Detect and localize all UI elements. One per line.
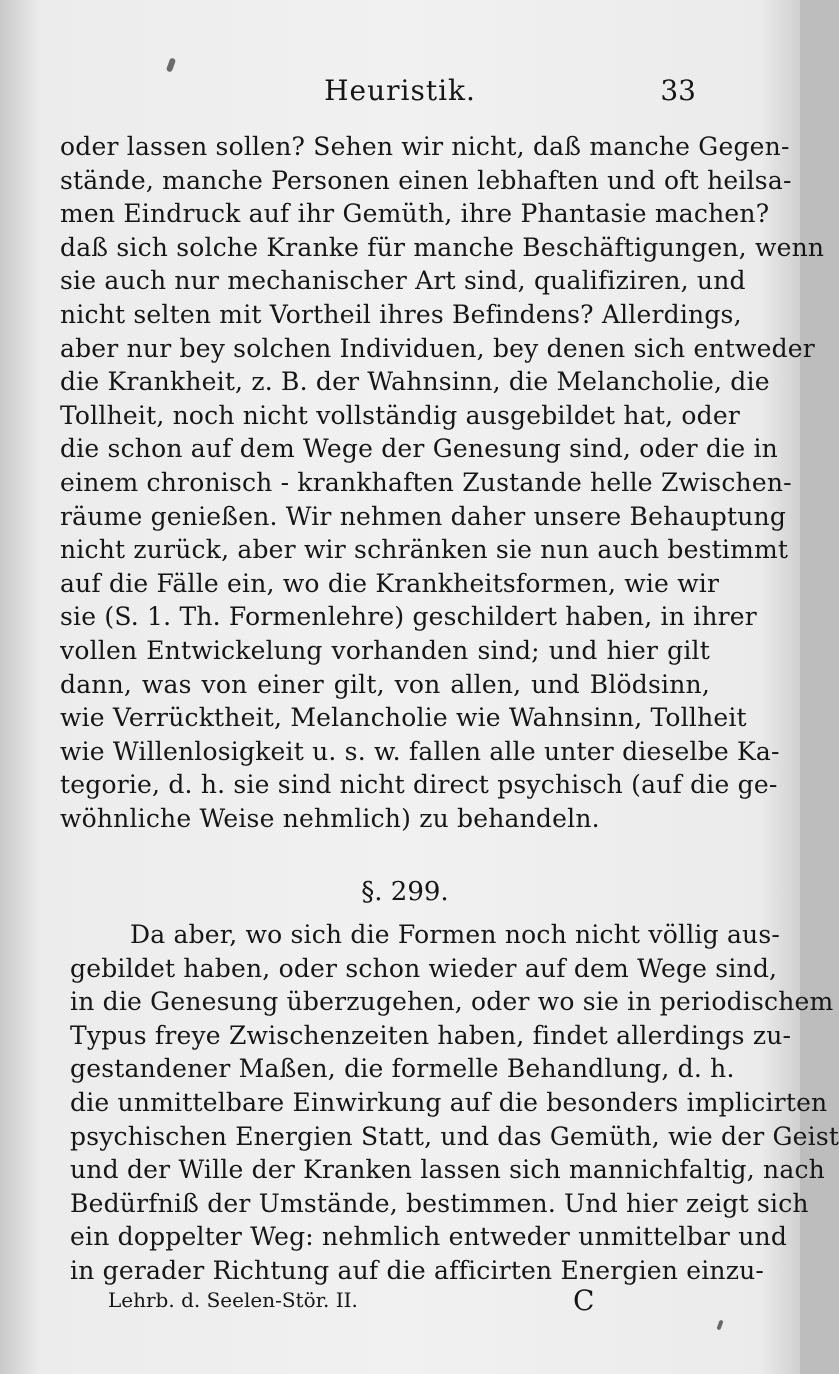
section-heading: §. 299. [361,877,449,907]
text-line: Da aber, wo sich die Formen noch nicht völlig aus- [130,920,781,949]
running-title: Heuristik. [324,74,476,107]
text-line: die schon auf dem Wege der Genesung sind, oder die in [60,434,778,464]
signature-mark: C [573,1284,595,1317]
text-line: oder lassen sollen? Sehen wir nicht, daß manche Gegen- [60,132,790,161]
paragraph-1 [60,130,825,835]
signature-note: Lehrb. d. Seelen-Stör. II. [108,1288,358,1312]
paragraph-2 [70,918,839,1288]
text-line: psychischen Energien Statt, und das Gemüth, wie der Geist [70,1121,839,1151]
text-line: men Eindruck auf ihr Gemüth, ihre Phantasie machen? [60,199,770,229]
text-line: auf die Fälle ein, wo die Krankheitsformen, wie wir [60,568,720,598]
text-line: dann, was von einer gilt, von allen, und Blödsinn, [60,669,710,699]
text-line: nicht zurück, aber wir schränken sie nun auch bestimmt [60,535,789,565]
page-footer [108,1284,668,1322]
text-line: gestandener Maßen, die formelle Behandlung, d. h. [70,1054,735,1084]
page-number: 33 [660,74,696,107]
text-line: sie auch nur mechanischer Art sind, qualifiziren, und [60,266,746,296]
ink-spot [166,57,176,72]
text-line: aber nur bey solchen Individuen, bey denen sich entweder [60,333,815,363]
text-line: wie Verrücktheit, Melancholie wie Wahnsinn, Tollheit [60,703,747,733]
text-line: Typus freye Zwischenzeiten haben, findet allerdings zu- [70,1020,792,1050]
text-line: die Krankheit, z. B. der Wahnsinn, die Melancholie, die [60,367,770,397]
text-line: Tollheit, noch nicht vollständig ausgebildet hat, oder [60,400,740,430]
text-line: die unmittelbare Einwirkung auf die besonders implicirten [70,1087,828,1117]
text-line: tegorie, d. h. sie sind nicht direct psychisch (auf die ge- [60,770,778,800]
text-line: Bedürfniß der Umstände, bestimmen. Und hier zeigt sich [70,1188,809,1218]
text-line: stände, manche Personen einen lebhaften und oft heilsa- [60,165,792,195]
text-line: ein doppelter Weg: nehmlich entweder unmittelbar und [70,1222,788,1252]
text-line: sie (S. 1. Th. Formenlehre) geschildert haben, in ihrer [60,602,757,632]
text-line: wöhnliche Weise nehmlich) zu behandeln. [60,803,600,833]
page-header [60,74,740,114]
text-line: vollen Entwickelung vorhanden sind; und hier gilt [60,635,710,665]
text-line: räume genießen. Wir nehmen daher unsere Behauptung [60,501,787,531]
text-line: daß sich solche Kranke für manche Beschäftigungen, wenn [60,232,825,262]
ink-spot [716,1320,723,1331]
text-line: in die Genesung überzugehen, oder wo sie in periodischem [70,987,834,1017]
text-line: und der Wille der Kranken lassen sich mannichfaltig, nach [70,1155,825,1185]
text-line: einem chronisch - krankhaften Zustande helle Zwischen- [60,467,792,497]
text-line: wie Willenlosigkeit u. s. w. fallen alle unter dieselbe Ka- [60,736,780,766]
text-line: gebildet haben, oder schon wieder auf dem Wege sind, [70,953,778,983]
text-line: in gerader Richtung auf die afficirten Energien einzu- [70,1255,765,1285]
text-line: nicht selten mit Vortheil ihres Befindens? Allerdings, [60,299,742,329]
